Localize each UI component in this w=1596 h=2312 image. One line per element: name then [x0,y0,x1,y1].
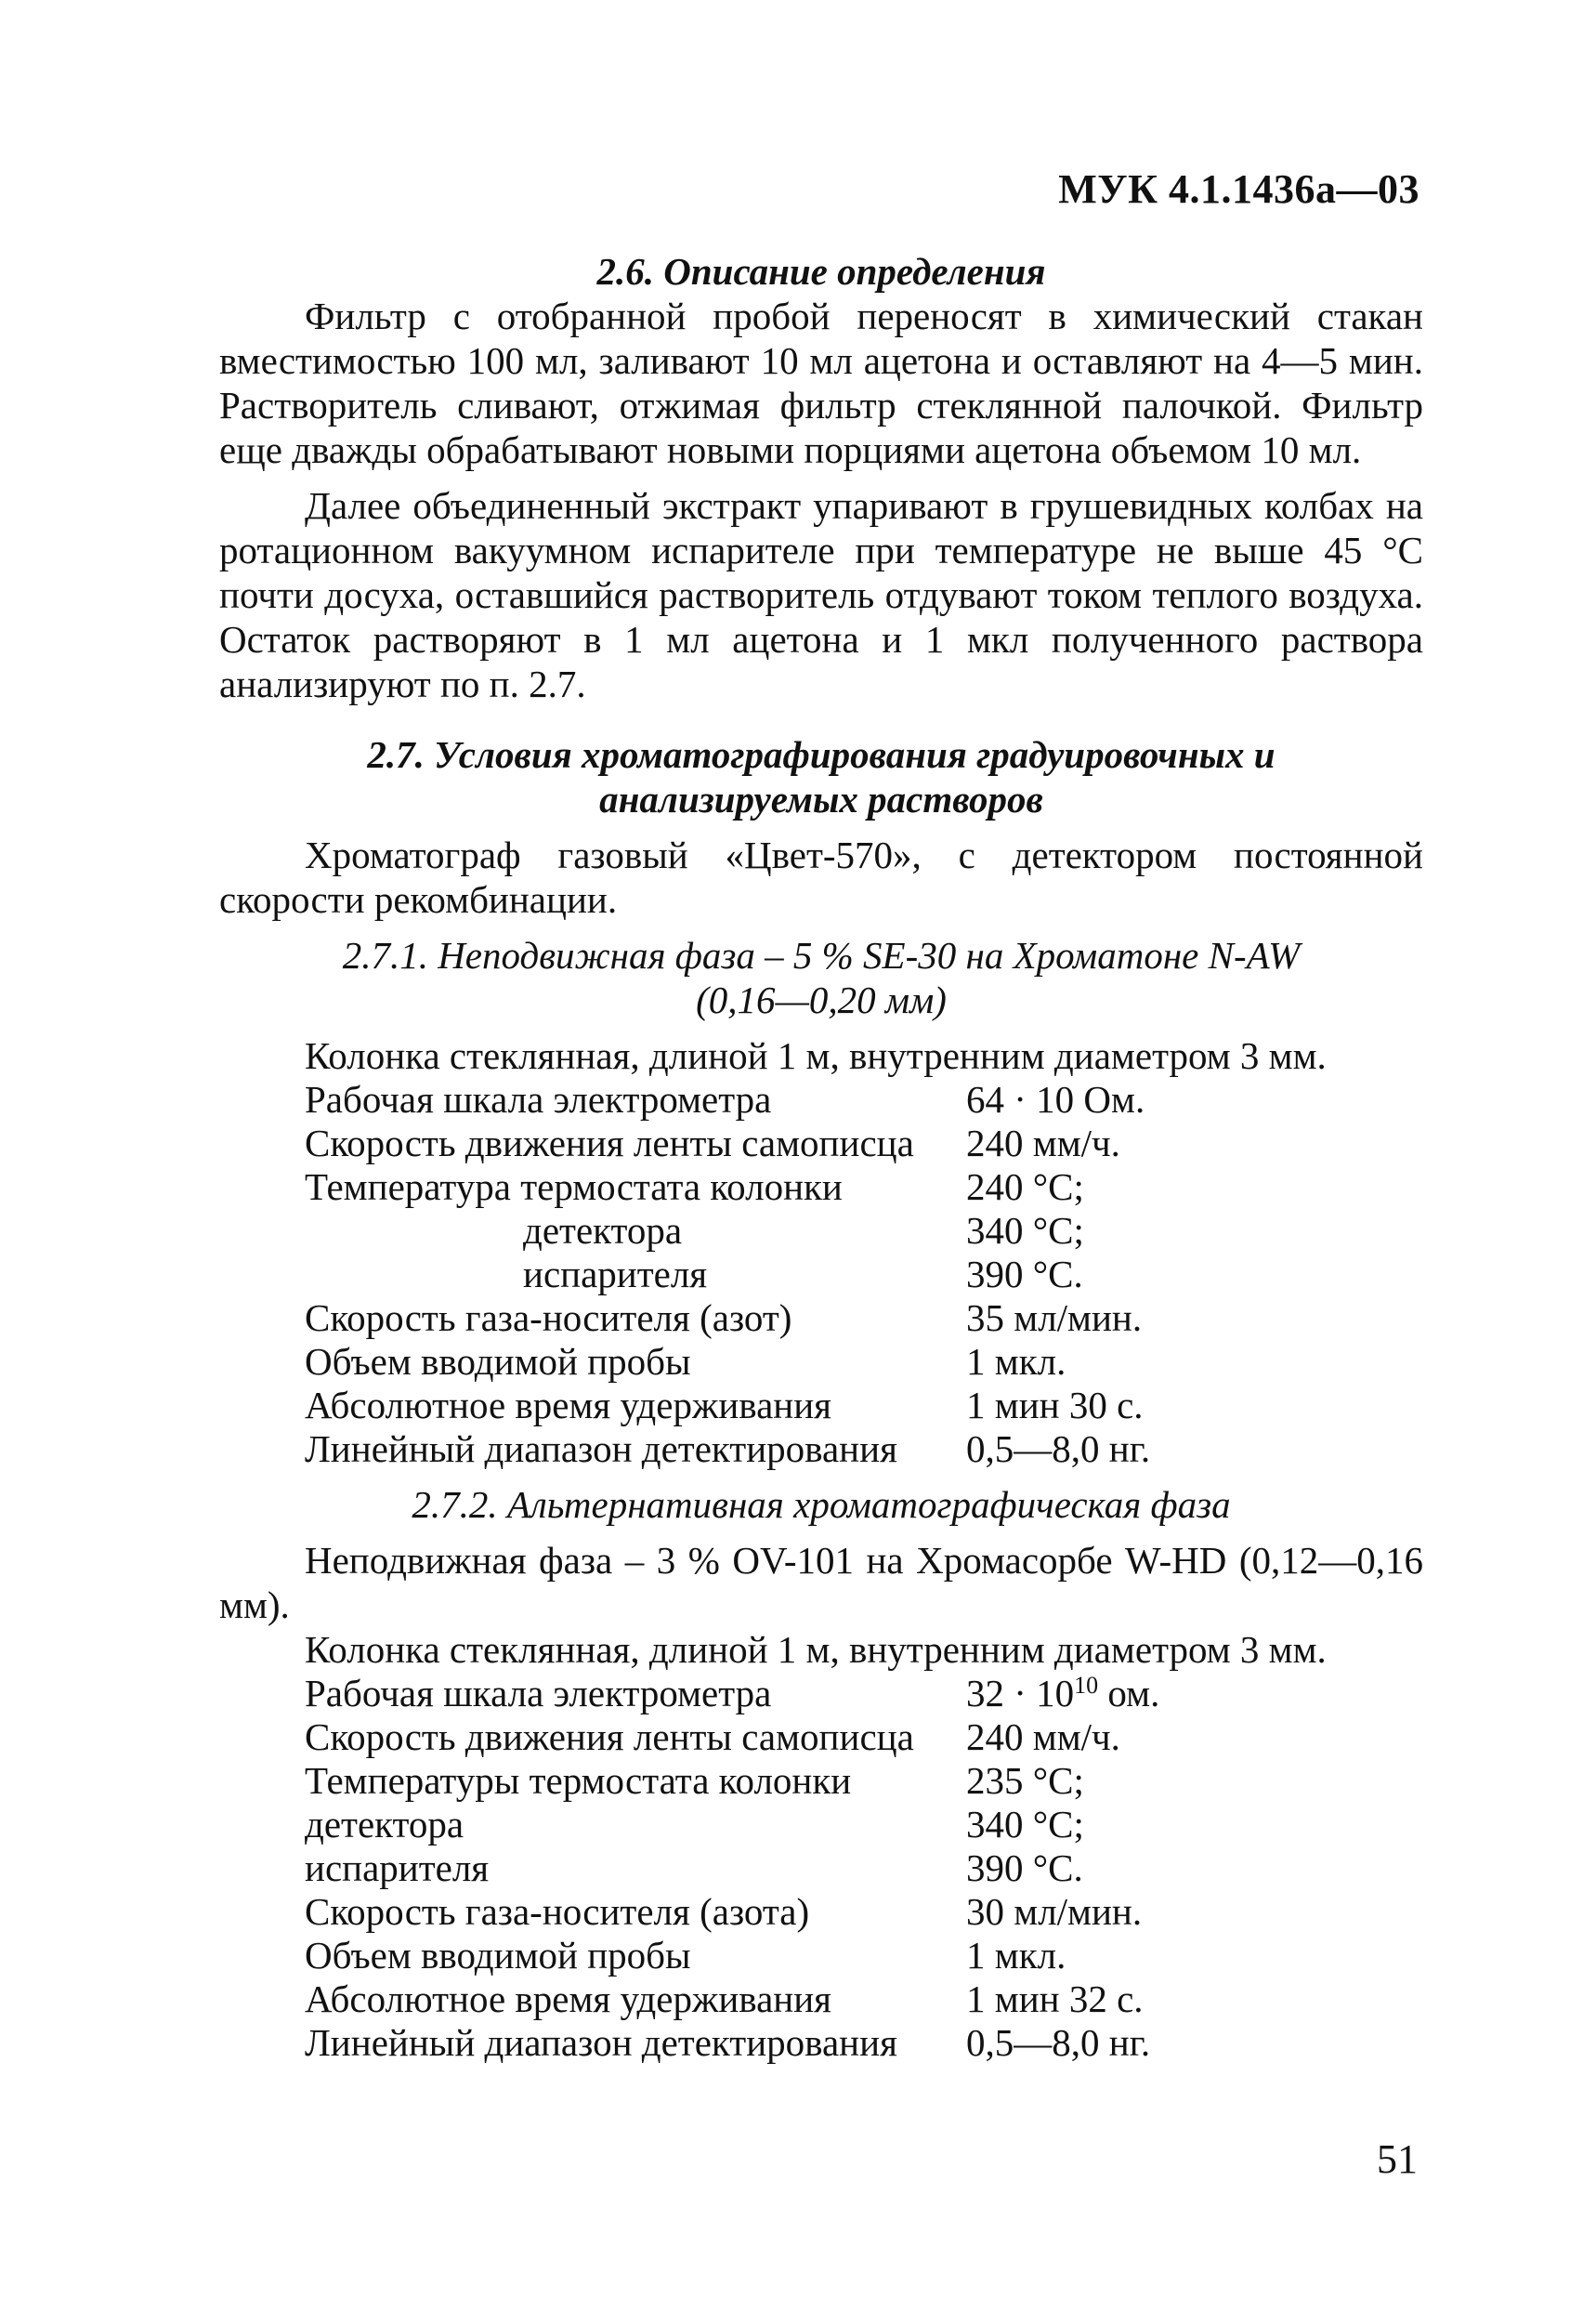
document-body [219,249,1423,2065]
param-row [305,1427,1423,1471]
param-row [305,1803,1423,1846]
param-value: 0,5—8,0 нг. [966,2021,1151,2064]
param-row [305,1977,1423,2021]
param-label: детектора [523,1209,683,1252]
param-label: Объем вводимой пробы [305,1934,691,1977]
param-value: 35 мл/мин. [966,1296,1143,1339]
section-2-7-paragraph: Хроматограф газовый «Цвет-570», с детектором постоянной скорости рекомбинации. [219,834,1423,921]
param-label: Линейный диапазон детектирования [305,1427,897,1470]
param-row [305,2021,1423,2065]
param-value: 0,5—8,0 нг. [966,1427,1151,1470]
section-2-7-heading-line-1: 2.7. Условия хроматографирования градуировочных и [367,733,1275,776]
param-value: 64 · 10 Ом. [966,1078,1145,1121]
section-2-6-paragraph-2: Далее объединенный экстракт упаривают в грушевидных колбах на ротационном вакуумном испарителе при температуре не выше 45 °С почти досуха, оставшийся растворитель отдувают током теплого воздуха. Остаток растворяют в 1 мл ацетона и 1 мкл полученного раствора анализируют по п. 2.7. [219,484,1423,705]
param-label: детектора [305,1803,464,1846]
param-row [305,1165,1423,1209]
section-2-7-1-parameters [219,1078,1423,1471]
param-value: 240 мм/ч. [966,1715,1120,1758]
param-value: 240 мм/ч. [966,1122,1120,1164]
param-row [305,1122,1423,1165]
section-2-7-2-column-line: Колонка стеклянная, длиной 1 м, внутренним диаметром 3 мм. [305,1628,1327,1671]
param-label: Скорость газа-носителя (азота) [305,1890,810,1933]
param-value: 30 мл/мин. [966,1890,1143,1933]
param-row [305,1890,1423,1934]
section-2-6-heading: 2.6. Описание определения [596,250,1046,293]
param-value-base: 32 · 10 [966,1672,1075,1714]
param-label: Скорость движения ленты самописца [305,1715,914,1758]
document-code-header: МУК 4.1.1436а—03 [1058,166,1419,212]
param-row [305,1934,1423,1977]
param-label: Рабочая шкала электрометра [305,1078,772,1121]
param-label: испарителя [305,1846,490,1889]
param-value: 390 °С. [966,1253,1083,1295]
param-row [305,1340,1423,1384]
section-2-7-1-heading-line-2: (0,16—0,20 мм) [696,979,947,1021]
param-row [305,1209,1423,1253]
param-label: Температуры термостата колонки [305,1759,852,1802]
param-label: Абсолютное время удерживания [305,1977,832,2020]
param-value: 390 °С. [966,1846,1083,1889]
param-label: Линейный диапазон детектирования [305,2021,897,2064]
param-value-exponent: 10 [1074,1672,1099,1699]
param-value: 340 °С; [966,1209,1084,1252]
section-2-7-1-heading-line-1: 2.7.1. Неподвижная фаза – 5 % SE-30 на Хроматоне N-AW [342,934,1301,977]
param-label: Рабочая шкала электрометра [305,1672,772,1714]
param-row [305,1846,1423,1890]
param-value: 1 мкл. [966,1340,1066,1383]
param-row [305,1384,1423,1427]
param-value: 1 мин 30 с. [966,1384,1144,1426]
param-label: Скорость движения ленты самописца [305,1122,914,1164]
section-2-7-2-parameters [219,1672,1423,2065]
param-row [305,1296,1423,1340]
param-label: Скорость газа-носителя (азот) [305,1296,792,1339]
param-label: Температура термостата колонки [305,1165,843,1208]
section-2-6-paragraph-1: Фильтр с отобранной пробой переносят в химический стакан вместимостью 100 мл, заливают 10 мл ацетона и оставляют на 4—5 мин. Растворитель сливают, отжимая фильтр стеклянной палочкой. Фильтр еще дважды обрабатывают новыми порциями ацетона объемом 10 мл. [219,295,1423,471]
param-value: 1 мкл. [966,1934,1066,1977]
param-label: Объем вводимой пробы [305,1340,691,1383]
param-row [305,1672,1423,1715]
param-value [966,1672,1159,1715]
param-label: Абсолютное время удерживания [305,1384,832,1426]
param-value: 1 мин 32 с. [966,1977,1144,2020]
param-value: 235 °С; [966,1759,1084,1802]
section-2-7-2-phase-paragraph: Неподвижная фаза – 3 % OV-101 на Хромасорбе W-HD (0,12—0,16 мм). [219,1539,1423,1626]
param-value: 340 °С; [966,1803,1084,1846]
page-number: 51 [1377,2136,1418,2182]
param-value: 240 °С; [966,1165,1084,1208]
section-2-7-heading-line-2: анализируемых растворов [599,778,1043,821]
param-row [305,1253,1423,1296]
section-2-7-1-column-line: Колонка стеклянная, длиной 1 м, внутренним диаметром 3 мм. [305,1034,1327,1077]
param-row [305,1759,1423,1803]
param-row [305,1078,1423,1122]
param-row [305,1715,1423,1759]
section-2-7-2-heading: 2.7.2. Альтернативная хроматографическая фаза [412,1483,1231,1526]
param-label: испарителя [523,1253,708,1295]
param-value-unit: ом. [1098,1672,1160,1714]
